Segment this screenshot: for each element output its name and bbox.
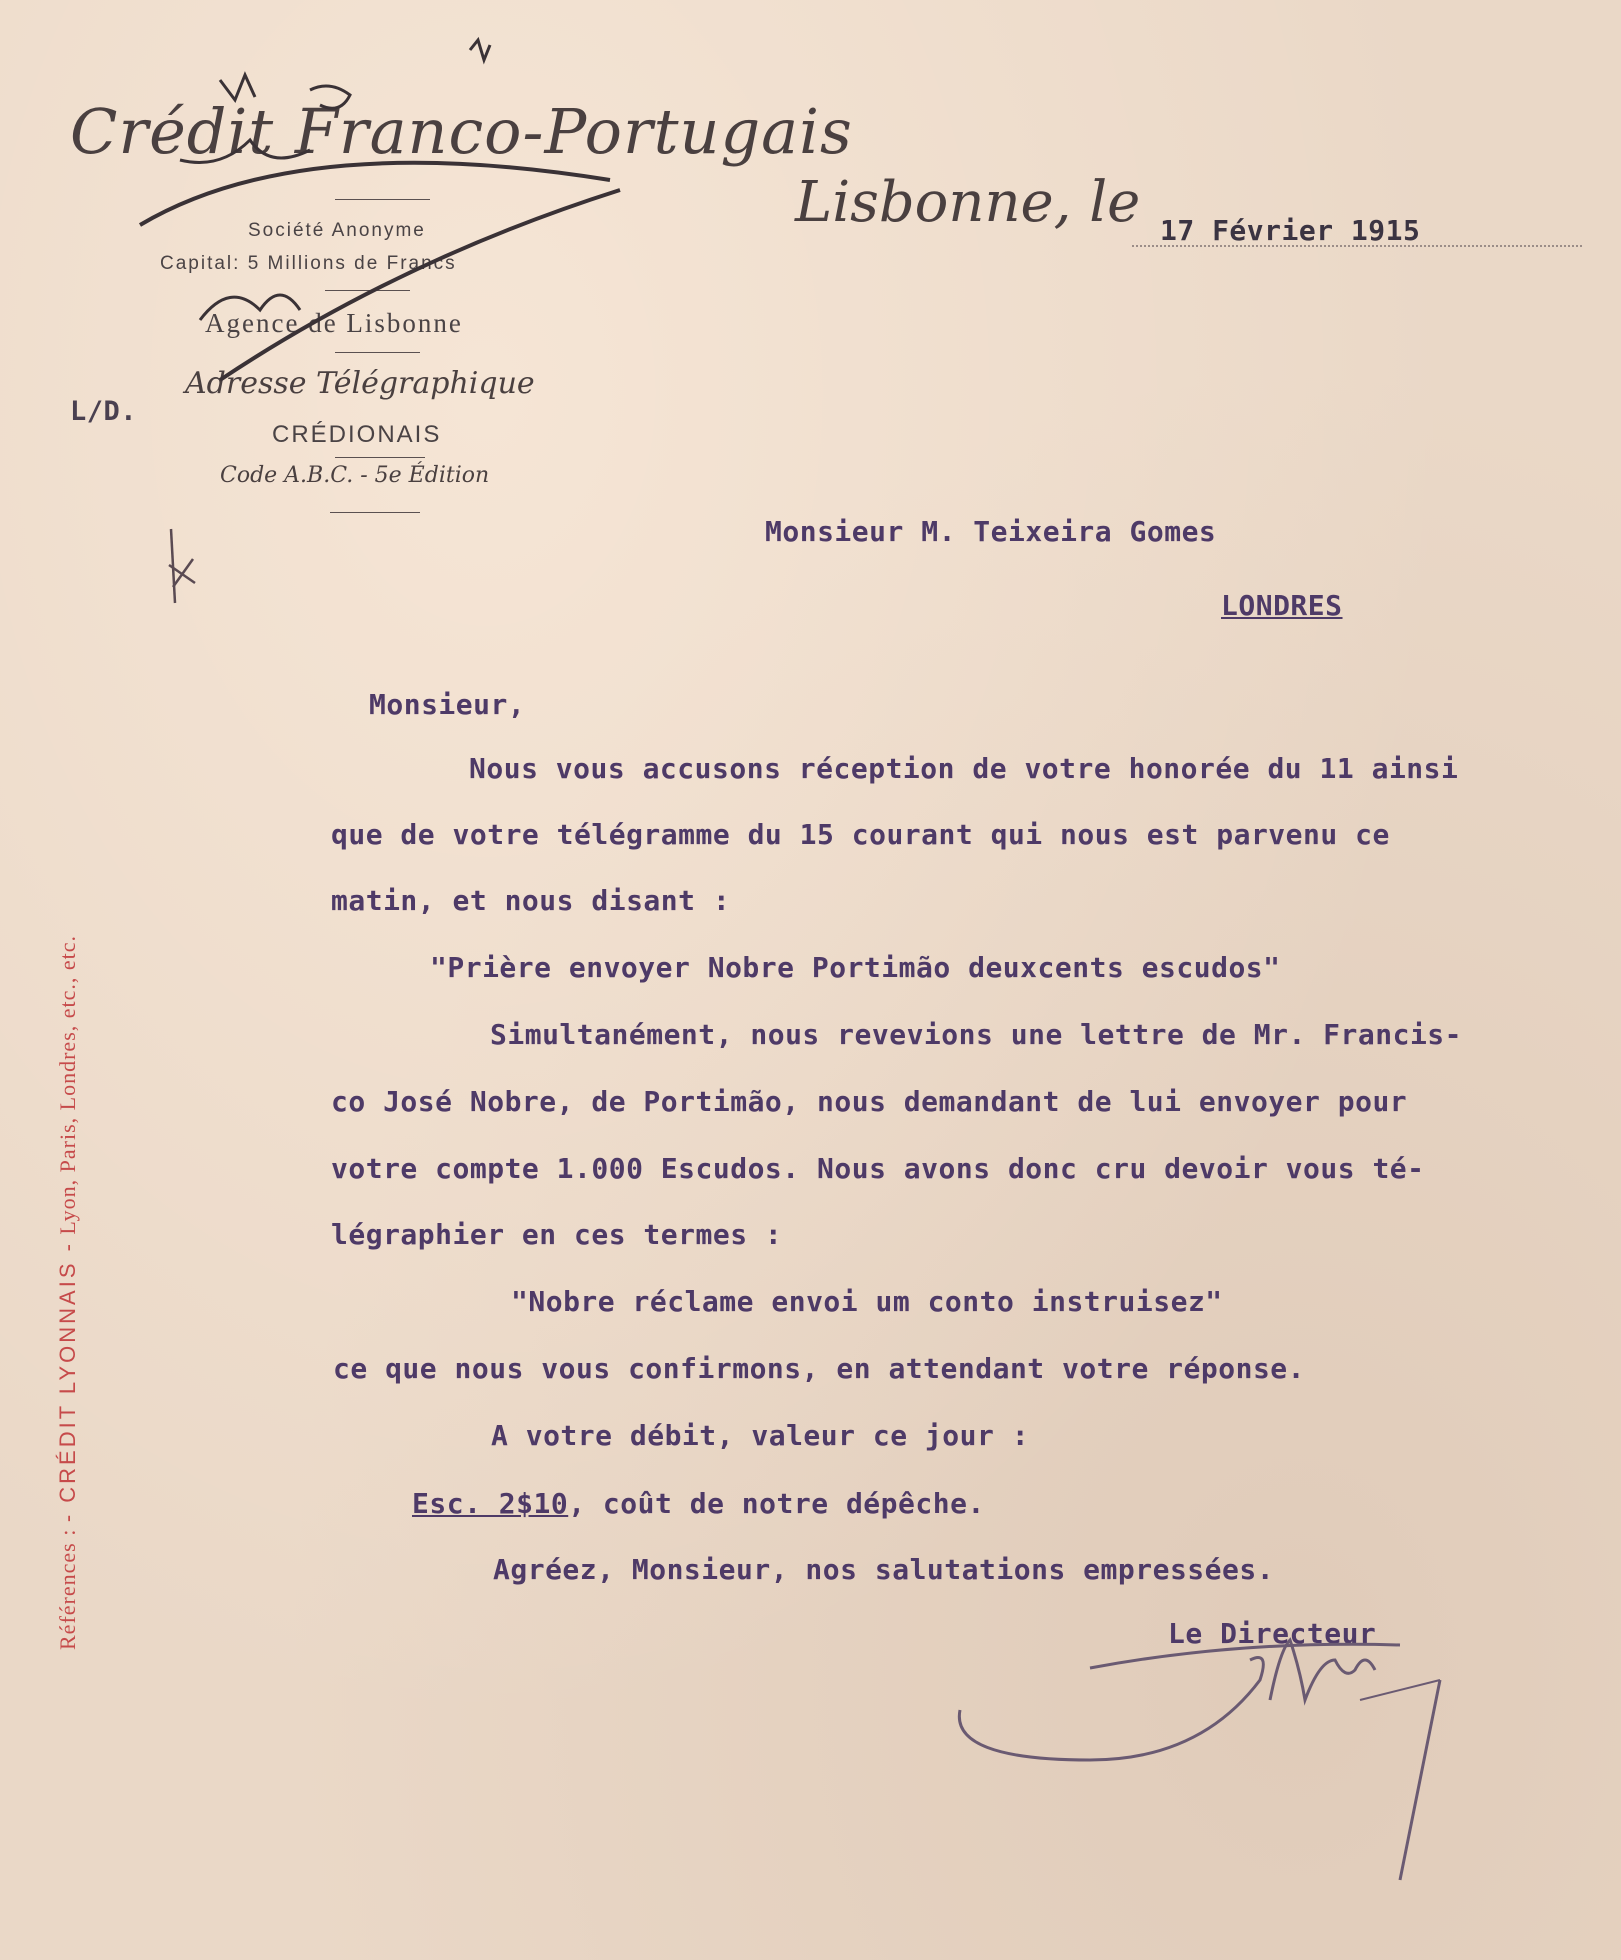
handwritten-marks bbox=[100, 20, 800, 420]
debit-amount: Esc. 2$10 bbox=[412, 1487, 569, 1520]
reference-code: L/D. bbox=[70, 396, 138, 427]
bank-reference: - CRÉDIT LYONNAIS - bbox=[55, 1241, 80, 1523]
body-line: que de votre télégramme du 15 courant qui nous est parvenu ce bbox=[331, 818, 1390, 851]
agence-line: Agence de Lisbonne bbox=[205, 308, 463, 338]
debit-description: , coût de notre dépêche. bbox=[568, 1487, 985, 1520]
recipient-city: LONDRES bbox=[1221, 589, 1343, 622]
reference-cities: Lyon, Paris, Londres, etc., etc. bbox=[55, 934, 80, 1235]
body-line: Nous vous accusons réception de votre honorée du 11 ainsi bbox=[469, 752, 1459, 785]
capital-line: Capital: 5 Millions de Francs bbox=[160, 253, 457, 274]
references-label: Références : bbox=[55, 1528, 80, 1650]
margin-references bbox=[55, 935, 81, 1650]
body-line: votre compte 1.000 Escudos. Nous avons donc cru devoir vous té- bbox=[331, 1152, 1425, 1185]
debit-line bbox=[412, 1487, 985, 1520]
company-name: Crédit Franco-Portugais bbox=[70, 95, 853, 168]
signature-title: Le Directeur bbox=[1168, 1617, 1377, 1650]
quoted-telegram: "Prière envoyer Nobre Portimão deuxcents escudos" bbox=[430, 951, 1281, 984]
signature bbox=[940, 1620, 1500, 1920]
body-line: Simultanément, nous revevions une lettre de Mr. Francis- bbox=[490, 1018, 1463, 1051]
body-line: co José Nobre, de Portimão, nous demandant de lui envoyer pour bbox=[331, 1085, 1408, 1118]
closing-line: Agréez, Monsieur, nos salutations empressées. bbox=[493, 1553, 1275, 1586]
margin-x-mark bbox=[165, 525, 205, 605]
code-line: Code A.B.C. - 5e Édition bbox=[220, 463, 490, 488]
place-label: Lisbonne, le bbox=[795, 170, 1141, 235]
salutation: Monsieur, bbox=[369, 688, 526, 721]
societe-anonyme: Société Anonyme bbox=[248, 220, 426, 241]
telegraphic-address-label: Adresse Télégraphique bbox=[185, 366, 535, 401]
letterhead-rule bbox=[335, 457, 425, 458]
letter-date: 17 Février 1915 bbox=[1160, 214, 1421, 247]
quoted-telegram: "Nobre réclame envoi um conto instruisez" bbox=[511, 1285, 1223, 1318]
body-line: légraphier en ces termes : bbox=[331, 1218, 783, 1251]
recipient-name: Monsieur M. Teixeira Gomes bbox=[765, 515, 1217, 548]
letterhead-rule bbox=[330, 512, 420, 513]
telegraphic-address: CRÉDIONAIS bbox=[272, 421, 442, 448]
body-line: A votre débit, valeur ce jour : bbox=[491, 1419, 1030, 1452]
body-line: ce que nous vous confirmons, en attendant votre réponse. bbox=[333, 1352, 1306, 1385]
body-line: matin, et nous disant : bbox=[331, 884, 731, 917]
